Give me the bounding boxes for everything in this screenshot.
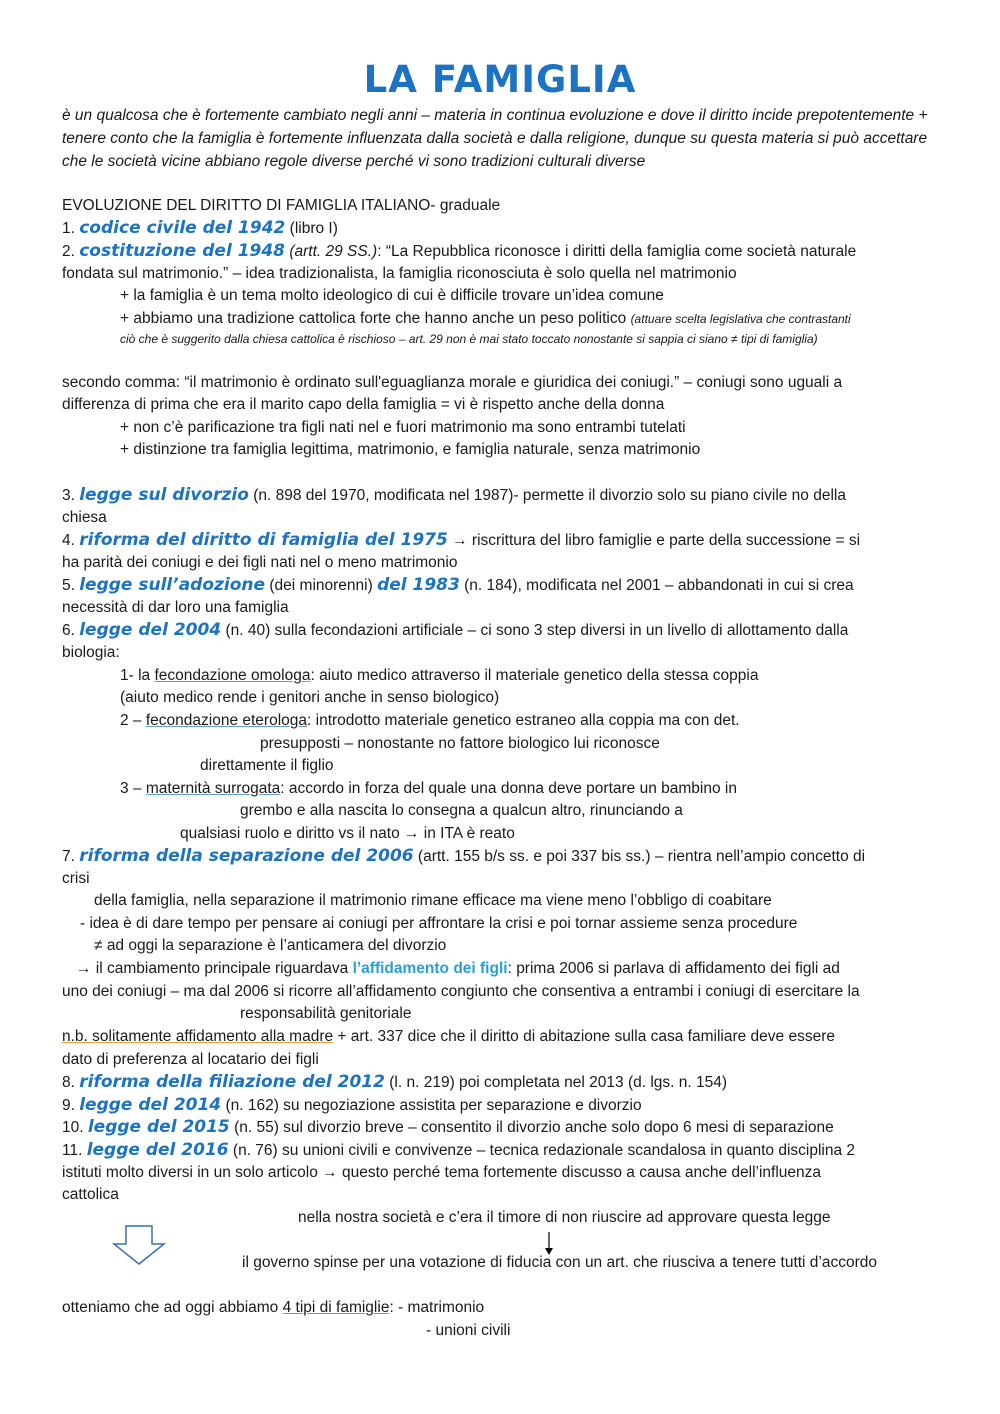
item-text: (n. 55) sul divorzio breve – consentito il divorzio anche solo dopo 6 mesi di separazione — [229, 1119, 834, 1136]
list-item-5 — [62, 574, 854, 597]
list-item-5-cont: necessità di dar loro una famiglia — [62, 599, 289, 616]
final-text: : - matrimonio — [389, 1299, 485, 1316]
sub-step-2-cont: presupposti – nonostante no fattore biologico lui riconosce — [260, 735, 660, 752]
item-highlight: legge del 2014 — [79, 1095, 222, 1115]
step-text: : accordo in forza del quale una donna deve portare un bambino in — [280, 780, 737, 797]
item-7-line: della famiglia, nella separazione il matrimonio rimane efficace ma viene meno l’obbligo di coabitare — [94, 892, 772, 909]
item-highlight: costituzione del 1948 — [79, 241, 286, 261]
bullet-line: + la famiglia è un tema molto ideologico di cui è difficile trovare un’idea comune — [120, 287, 664, 304]
step-prefix: 2 – — [120, 712, 146, 729]
item-7-line: uno dei coniugi – ma dal 2006 si ricorre all’affidamento congiunto che consentiva a entrambi i coniugi di esercitare la — [62, 983, 860, 1000]
item-highlight: riforma della filiazione del 2012 — [79, 1072, 385, 1092]
item-7-line — [76, 958, 840, 980]
item-7-line: responsabilità genitoriale — [240, 1005, 412, 1022]
list-item-11-cont: cattolica — [62, 1186, 119, 1203]
step-prefix: 1- la — [120, 667, 155, 684]
item-number: 11. — [62, 1142, 87, 1159]
step-term: maternità surrogata — [145, 780, 281, 797]
item-number: 3. — [62, 487, 80, 504]
item-number: 1. — [62, 220, 80, 237]
final-list-item: - unioni civili — [426, 1322, 511, 1339]
item-text: (l. n. 219) poi completata nel 2013 (d. lgs. n. 154) — [384, 1074, 728, 1091]
item-number: 2. — [62, 243, 80, 260]
step-term: fecondazione omologa — [154, 667, 311, 684]
list-item-7-cont: crisi — [62, 870, 90, 887]
list-item-3-cont: chiesa — [62, 509, 107, 526]
step-term: fecondazione eterologa — [145, 712, 308, 729]
list-item-4 — [62, 529, 860, 552]
list-item-2-cont: fondata sul matrimonio.” – idea tradizionalista, la famiglia riconosciuta è solo quella nel matrimonio — [62, 265, 737, 282]
item-text: (n. 898 del 1970, modificata nel 1987)- permette il divorzio solo su piano civile no della — [248, 487, 846, 504]
comma-paragraph-cont: differenza di prima che era il marito capo della famiglia = vi è rispetto anche della donna — [62, 396, 665, 413]
item-text: (dei minorenni) — [265, 577, 378, 594]
item-highlight: del 1983 — [377, 575, 460, 595]
bullet-line — [120, 308, 851, 330]
bullet-line: + non c’è parificazione tra figli nati nel e fuori matrimonio ma sono entrambi tutelati — [120, 419, 686, 436]
step-text: : introdotto materiale genetico estraneo alla coppia ma con det. — [307, 712, 740, 729]
item-text: (n. 40) sulla fecondazioni artificiale – ci sono 3 step diversi in un livello di allottamento dalla — [221, 622, 849, 639]
page-title: LA FAMIGLIA — [363, 58, 637, 101]
bullet-line: + distinzione tra famiglia legittima, matrimonio, e famiglia naturale, senza matrimonio — [120, 441, 701, 458]
intro-paragraph: è un qualcosa che è fortemente cambiato negli anni – materia in continua evoluzione e dove il diritto incide prepotentemente + tenere conto che la famiglia è fortemente influenzata dalla società e dalla religione, dunque su questa materia si può accettare che le società vicine abbiano regole diverse perché vi sono tradizioni culturali diverse — [62, 107, 928, 170]
sub-step-3 — [120, 778, 737, 800]
item-highlight: riforma del diritto di famiglia del 1975 — [79, 530, 448, 550]
item-highlight: legge sull’adozione — [79, 575, 266, 595]
list-item-7 — [62, 845, 865, 868]
item-highlight: legge del 2004 — [79, 620, 222, 640]
nb-underlined: n.b. solitamente affidamento alla madre — [62, 1028, 334, 1045]
list-item-11 — [62, 1139, 855, 1162]
list-item-9 — [62, 1094, 642, 1117]
bullet-note: (attuare scelta legislativa che contrastanti — [630, 312, 851, 326]
line-highlight: l’affidamento dei figli — [352, 960, 508, 977]
list-item-6-cont: biologia: — [62, 644, 120, 661]
list-item-8 — [62, 1071, 727, 1094]
sub-step-2-cont: direttamente il figlio — [200, 757, 334, 774]
list-item-4-cont: ha parità dei coniugi e dei figli nati nel o meno matrimonio — [62, 554, 458, 571]
bullet-note-cont: ciò che è suggerito dalla chiesa cattolica è rischioso – art. 29 non è mai stato toccato nonostante si sappia ci siano ≠ tipi di famiglia) — [120, 332, 818, 346]
list-item-1 — [62, 217, 338, 240]
nb-note — [62, 1026, 835, 1048]
sub-step-3-cont: grembo e alla nascita lo consegna a qualcun altro, rinunciando a — [240, 802, 683, 819]
sub-step-1-cont: (aiuto medico rende i genitori anche in senso biologico) — [120, 689, 500, 706]
step-text: : aiuto medico attraverso il materiale genetico della stessa coppia — [310, 667, 759, 684]
flow-note-1: nella nostra società e c’era il timore di non riuscire ad approvare questa legge — [298, 1209, 831, 1226]
list-item-6 — [62, 619, 848, 642]
list-item-11-cont: istituti molto diversi in un solo articolo → questo perché tema fortemente discusso a causa anche dell’influenza — [62, 1164, 822, 1181]
bullet-text: + abbiamo una tradizione cattolica forte che hanno anche un peso politico — [120, 310, 627, 327]
item-number: 4. — [62, 532, 80, 549]
item-highlight: legge del 2016 — [86, 1140, 229, 1160]
nb-note-cont: dato di preferenza al locatario dei figli — [62, 1051, 319, 1068]
item-number: 6. — [62, 622, 80, 639]
item-text: (artt. 155 b/s ss. e poi 337 bis ss.) – rientra nell’ampio concetto di — [413, 848, 866, 865]
item-highlight: legge del 2015 — [87, 1117, 230, 1137]
list-item-3 — [62, 484, 846, 507]
item-number: 9. — [62, 1097, 80, 1114]
item-number: 7. — [62, 848, 80, 865]
sub-step-2 — [120, 710, 740, 732]
item-text: (n. 76) su unioni civili e convivenze – tecnica redazionale scandalosa in quanto disciplina 2 — [228, 1142, 856, 1159]
sub-step-3-cont: qualsiasi ruolo e diritto vs il nato → in ITA è reato — [180, 825, 515, 842]
list-item-2 — [62, 240, 856, 263]
item-7-line: ≠ ad oggi la separazione è l’anticamera del divorzio — [94, 937, 447, 954]
item-highlight: riforma della separazione del 2006 — [79, 846, 414, 866]
item-text: : “La Repubblica riconosce i diritti della famiglia come società naturale — [377, 243, 857, 260]
item-7-line: - idea è di dare tempo per pensare ai coniugi per affrontare la crisi e poi tornar assieme senza procedure — [80, 915, 798, 932]
item-text: → riscrittura del libro famiglie e parte della successione = si — [447, 532, 861, 549]
item-highlight: codice civile del 1942 — [79, 218, 286, 238]
comma-paragraph: secondo comma: “il matrimonio è ordinato sull'eguaglianza morale e giuridica dei coniugi.” – coniugi sono uguali a — [62, 374, 843, 391]
sub-step-1 — [120, 665, 758, 687]
final-line — [62, 1297, 484, 1319]
item-number: 5. — [62, 577, 80, 594]
item-ref: (artt. 29 SS.) — [289, 243, 378, 260]
item-highlight: legge sul divorzio — [79, 485, 249, 505]
item-text: (n. 184), modificata nel 2001 – abbandonati in cui si crea — [459, 577, 854, 594]
flow-note-2: il governo spinse per una votazione di fiducia con un art. che riusciva a tenere tutti d’accordo — [242, 1254, 878, 1271]
item-text: (n. 162) su negoziazione assistita per separazione e divorzio — [221, 1097, 642, 1114]
line-text: → il cambiamento principale riguardava — [76, 960, 353, 977]
item-number: 8. — [62, 1074, 80, 1091]
final-term: 4 tipi di famiglie — [282, 1299, 390, 1316]
item-text: (libro I) — [285, 220, 338, 237]
final-text: otteniamo che ad oggi abbiamo — [62, 1299, 283, 1316]
step-prefix: 3 – — [120, 780, 146, 797]
item-number: 10. — [62, 1119, 88, 1136]
line-text: : prima 2006 si parlava di affidamento dei figli ad — [507, 960, 840, 977]
list-item-10 — [62, 1116, 834, 1139]
hollow-down-arrow-icon — [112, 1225, 166, 1265]
section-heading: EVOLUZIONE DEL DIRITTO DI FAMIGLIA ITALIANO- graduale — [62, 197, 501, 214]
nb-text: + art. 337 dice che il diritto di abitazione sulla casa familiare deve essere — [333, 1028, 835, 1045]
